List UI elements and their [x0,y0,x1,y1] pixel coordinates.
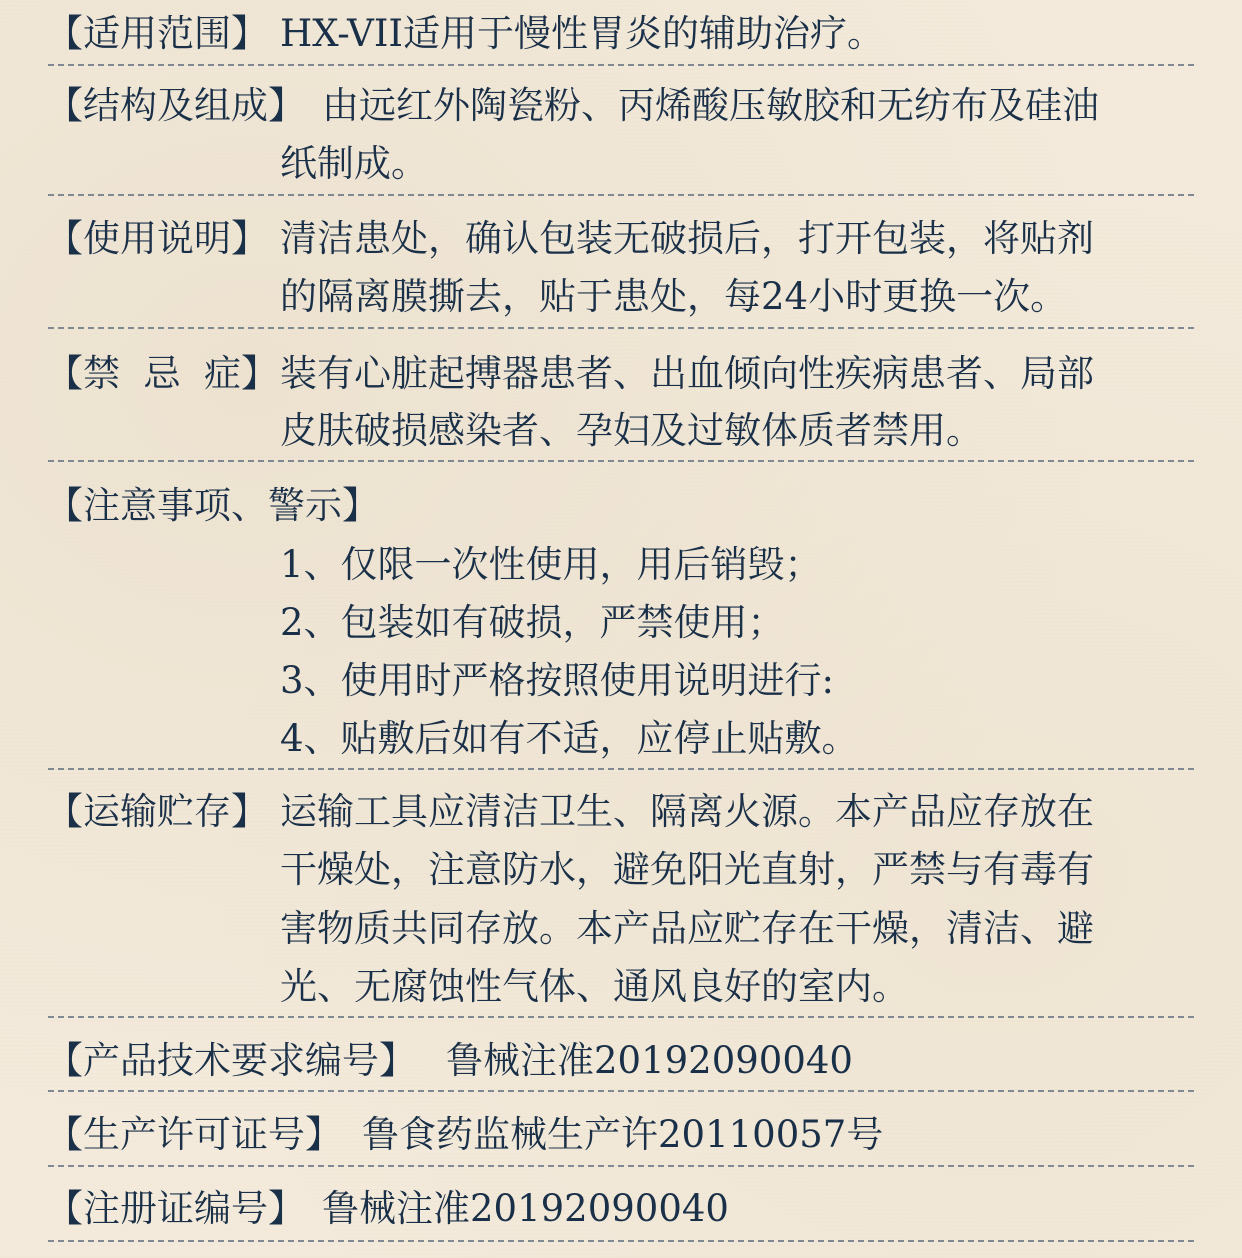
divider [48,768,1194,770]
warnings-item: 3、使用时严格按照使用说明进行: [280,659,835,702]
divider [48,327,1194,329]
divider [48,1240,1194,1242]
storage-text-line: 害物质共同存放。本产品应贮存在干燥，清洁、避 [280,907,1094,950]
structure-text-line: 由远红外陶瓷粉、丙烯酸压敏胶和无纺布及硅油 [322,84,1099,127]
divider [48,1165,1194,1167]
warnings-label: 【注意事项、警示】 [46,484,379,527]
tech-requirement-label: 【产品技术要求编号】 [46,1039,416,1082]
divider [48,194,1194,196]
warnings-item: 1、仅限一次性使用，用后销毁； [280,543,822,586]
usage-label: 【使用说明】 [46,217,268,260]
divider [48,460,1194,462]
warnings-item: 2、包装如有破损，严禁使用； [280,601,785,644]
contraindications-text-line: 皮肤破损感染者、孕妇及过敏体质者禁用。 [280,409,983,452]
scope-label: 【适用范围】 [46,12,268,55]
storage-text-line: 运输工具应清洁卫生、隔离火源。本产品应存放在 [280,790,1094,833]
storage-text-line: 光、无腐蚀性气体、通风良好的室内。 [280,965,909,1008]
scope-text: HX-VII适用于慢性胃炎的辅助治疗。 [280,12,885,55]
usage-text-line: 的隔离膜撕去，贴于患处，每24小时更换一次。 [280,275,1068,318]
warnings-item: 4、贴敷后如有不适，应停止贴敷。 [280,717,859,760]
structure-text-line: 纸制成。 [280,142,428,185]
registration-number: 鲁械注准20192090040 [322,1187,729,1230]
storage-text-line: 干燥处，注意防水，避免阳光直射，严禁与有毒有 [280,848,1094,891]
structure-label: 【结构及组成】 [46,84,305,127]
registration-label: 【注册证编号】 [46,1187,305,1230]
divider [48,1090,1194,1092]
tech-requirement-number: 鲁械注准20192090040 [446,1039,853,1082]
production-license-label: 【生产许可证号】 [46,1113,342,1156]
contraindications-label: 【禁 忌 症】 [46,352,279,395]
contraindications-text-line: 装有心脏起搏器患者、出血倾向性疾病患者、局部 [280,352,1094,395]
divider [48,64,1194,66]
storage-label: 【运输贮存】 [46,790,268,833]
production-license-number: 鲁食药监械生产许20110057号 [362,1113,884,1156]
usage-text-line: 清洁患处，确认包装无破损后，打开包装，将贴剂 [280,217,1094,260]
divider [48,1016,1194,1018]
